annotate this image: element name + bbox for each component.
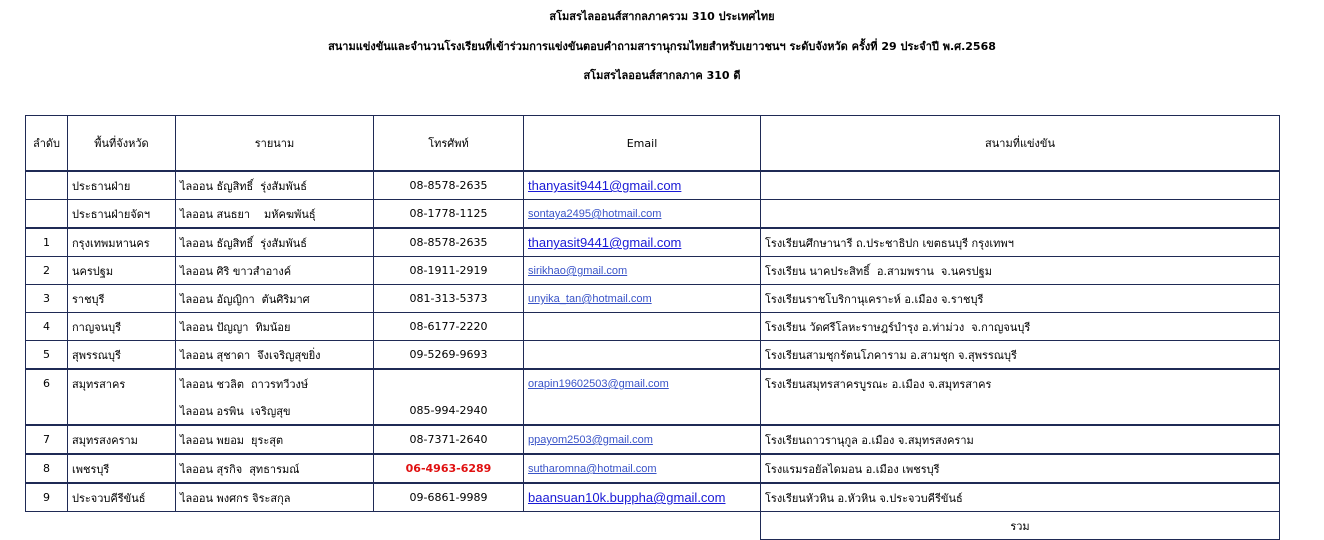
row-venue: โรงเรียนสมุทรสาครบูรณะ อ.เมือง จ.สมุทรสาคร [761,369,1280,397]
row-no: 7 [26,425,68,454]
header-area: พื้นที่จังหวัด [68,116,176,172]
row-area: กรุงเทพมหานคร [68,228,176,257]
row-phone: 09-6861-9989 [374,483,524,512]
table-row [26,425,1280,454]
row-phone: 081-313-5373 [374,285,524,313]
row-email [524,425,761,454]
table-row [26,228,1280,257]
header-name: รายนาม [176,116,374,172]
table-row-continuation [26,397,1280,425]
row-venue: โรงเรียนหัวหิน อ.หัวหิน จ.ประจวบคีรีขันธ์ [761,483,1280,512]
title-line-3: สโมสรไลออนส์สากลภาค 310 ดี [583,69,741,82]
row-phone: 08-7371-2640 [374,425,524,454]
email-link[interactable]: sirikhao@gmail.com [528,265,628,277]
row-area: ประธานฝ่าย [68,171,176,200]
row-no: 6 [26,369,68,397]
row-name: ไลออน สุชาดา จึงเจริญสุขยิ่ง [176,341,374,370]
row-phone: 09-5269-9693 [374,341,524,370]
email-link[interactable]: baansuan10k.buppha@gmail.com [528,490,726,505]
row-email [524,341,761,370]
row-venue: โรงเรียนศึกษานารี ถ.ประชาธิปก เขตธนบุรี กรุงเทพฯ [761,228,1280,257]
row-name: ไลออน ธัญสิทธิ์ รุ่งสัมพันธ์ [176,228,374,257]
row-email [524,257,761,285]
row-venue: โรงเรียน นาคประสิทธิ์ อ.สามพราน จ.นครปฐม [761,257,1280,285]
row-no: 3 [26,285,68,313]
row-name: ไลออน ธัญสิทธิ์ รุ่งสัมพันธ์ [176,171,374,200]
total-row [26,512,1280,540]
row-no [26,200,68,229]
row-venue: โรงแรมรอยัลไดมอน อ.เมือง เพชรบุรี [761,454,1280,483]
row-no: 5 [26,341,68,370]
header-venue: สนามที่แข่งขัน [761,116,1280,172]
row-phone: 08-8578-2635 [374,171,524,200]
row-area: นครปฐม [68,257,176,285]
row-email [524,228,761,257]
row-no [26,171,68,200]
email-link[interactable]: ppayom2503@gmail.com [528,434,653,446]
row-email [524,483,761,512]
row-email [524,171,761,200]
row-email [524,369,761,397]
email-link[interactable]: orapin19602503@gmail.com [528,378,669,390]
email-link[interactable]: sutharomna@hotmail.com [528,463,657,475]
row-phone: 08-1911-2919 [374,257,524,285]
row-name: ไลออน พยอม ยุระสุต [176,425,374,454]
row-name: ไลออน สุรกิจ สุทธารมณ์ [176,454,374,483]
row-area: เพชรบุรี [68,454,176,483]
row-email [524,285,761,313]
row-venue: โรงเรียนราชโบริกานุเคราะห์ อ.เมือง จ.ราชบุรี [761,285,1280,313]
row-area: สมุทรสงคราม [68,425,176,454]
table-row [26,171,1280,200]
row-name: ไลออน สนธยา มหัคฆพันธุ์ [176,200,374,229]
table-row [26,341,1280,370]
table-row [26,257,1280,285]
competition-table [25,115,1280,540]
email-link[interactable]: thanyasit9441@gmail.com [528,235,682,250]
row-venue: โรงเรียนสามชุกรัตนโภคาราม อ.สามชุก จ.สุพรรณบุรี [761,341,1280,370]
row-area: กาญจนบุรี [68,313,176,341]
row-name: ไลออน อัญญิกา ตันศิริมาศ [176,285,374,313]
row-no: 4 [26,313,68,341]
title-line-2: สนามแข่งขันและจำนวนโรงเรียนที่เข้าร่วมการแข่งขันตอบคำถามสารานุกรมไทยสำหรับเยาวชนฯ ระดับจังหวัด ครั้งที่ 29 ประจำปี พ.ศ.2568 [328,40,996,53]
table-row [26,369,1280,397]
table-row [26,200,1280,229]
email-link[interactable]: unyika_tan@hotmail.com [528,293,652,305]
row-phone [374,369,524,397]
row-venue [761,200,1280,229]
header-no: ลำดับ [26,116,68,172]
email-link[interactable]: thanyasit9441@gmail.com [528,178,682,193]
row-area: ประจวบคีรีขันธ์ [68,483,176,512]
row-name: ไลออน พงศกร จิระสกุล [176,483,374,512]
row-email [524,313,761,341]
row-name-2: ไลออน อรพิน เจริญสุข [176,397,374,425]
row-area: ประธานฝ่ายจัดฯ [68,200,176,229]
row-name: ไลออน ศิริ ขาวสำอางค์ [176,257,374,285]
row-name: ไลออน ชวลิต ถาวรทวีวงษ์ [176,369,374,397]
row-no: 1 [26,228,68,257]
total-label: รวม [761,512,1280,540]
row-venue: โรงเรียน วัดศรีโลหะราษฎร์บำรุง อ.ท่าม่วง จ.กาญจนบุรี [761,313,1280,341]
row-no: 2 [26,257,68,285]
email-link[interactable]: sontaya2495@hotmail.com [528,208,662,220]
row-no: 9 [26,483,68,512]
row-venue: โรงเรียนถาวรานุกูล อ.เมือง จ.สมุทรสงคราม [761,425,1280,454]
row-email [524,454,761,483]
table-header-row [26,116,1280,172]
row-no: 8 [26,454,68,483]
row-area: ราชบุรี [68,285,176,313]
row-area: สุพรรณบุรี [68,341,176,370]
row-email [524,200,761,229]
row-phone: 08-8578-2635 [374,228,524,257]
header-phone: โทรศัพท์ [374,116,524,172]
header-email: Email [524,116,761,172]
title-line-1: สโมสรไลออนส์สากลภาครวม 310 ประเทศไทย [549,10,775,23]
row-venue [761,171,1280,200]
row-phone: 08-6177-2220 [374,313,524,341]
row-area: สมุทรสาคร [68,369,176,397]
table-row [26,313,1280,341]
table-row [26,483,1280,512]
row-phone: 08-1778-1125 [374,200,524,229]
row-phone-2: 085-994-2940 [374,397,524,425]
row-phone: 06-4963-6289 [374,454,524,483]
row-name: ไลออน ปัญญา ทิมน้อย [176,313,374,341]
table-row [26,285,1280,313]
table-row [26,454,1280,483]
